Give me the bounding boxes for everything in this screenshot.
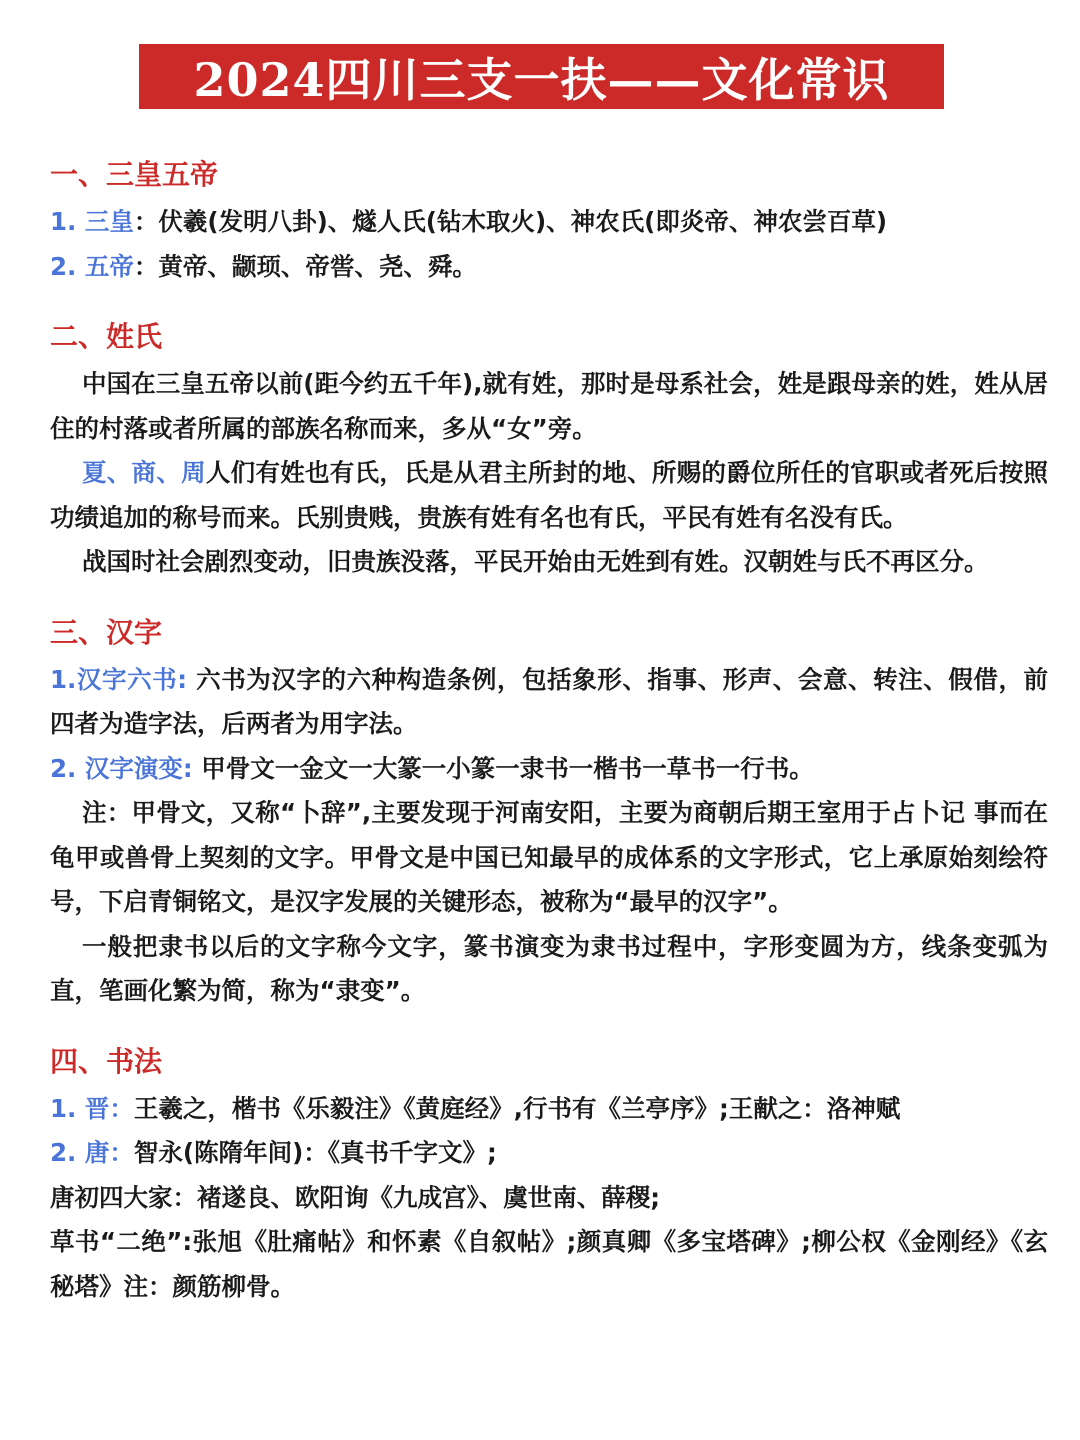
paragraph: 战国时社会剧烈变动，旧贵族没落，平民开始由无姓到有姓。汉朝姓与氏不再区分。 [82, 547, 989, 576]
list-item [50, 747, 1048, 792]
item-separator: ： [133, 207, 159, 236]
item-number: 1. [50, 1093, 85, 1123]
item-number: 2. [50, 251, 85, 281]
item-number: 1. [50, 664, 77, 694]
item-number: 1. [50, 207, 85, 236]
item-separator: ： [109, 1093, 134, 1123]
item-keyword: 晋 [84, 1093, 110, 1123]
section-heading: 一、三皇五帝 [50, 158, 219, 191]
item-separator: ： [109, 1138, 134, 1167]
section-xingshi [50, 312, 1048, 585]
list-item [50, 658, 1048, 747]
item-separator: : [177, 664, 197, 694]
item-text: 甲骨文一金文一大篆一小篆一隶书一楷书一草书一行书。 [201, 753, 814, 783]
paragraph-keyword: 夏、商、周 [82, 458, 206, 487]
section-sanhuang-wudi [50, 150, 1048, 289]
item-separator: : [182, 753, 202, 783]
item-keyword: 唐 [84, 1138, 110, 1167]
item-keyword: 五帝 [84, 251, 134, 281]
paragraph: 一般把隶书以后的文字称今文字，篆书演变为隶书过程中，字形变圆为方，线条变弧为直，笔画化繁为简，称为“隶变”。 [50, 931, 1048, 1005]
text-line: 唐初四大家：褚遂良、欧阳询《九成宫》、虞世南、薛稷; [50, 1182, 661, 1212]
item-keyword: 汉字演变 [84, 753, 183, 783]
paragraph [50, 451, 1048, 540]
section-heading: 三、汉字 [50, 615, 163, 649]
item-number: 2. [50, 753, 85, 783]
paragraph-text: 人们有姓也有氏，氏是从君主所封的地、所赐的爵位所任的官职或者死后按照功绩追加的称号而来。氏别贵贱，贵族有姓有名也有氏，平民有姓有名没有氏。 [50, 458, 1049, 532]
list-item [50, 245, 1048, 290]
section-heading: 二、姓氏 [50, 320, 163, 353]
item-text: 王羲之，楷书《乐毅注》《黄庭经》,行书有《兰亭序》;王献之：洛神赋 [133, 1093, 901, 1123]
item-keyword: 汉字六书 [76, 664, 178, 694]
item-text: 六书为汉字的六种构造条例，包括象形、指事、形声、会意、转注、假借，前四者为造字法，后两者为用字法。 [50, 664, 1049, 738]
item-text: 伏羲(发明八卦)、燧人氏(钻木取火)、神农氏(即炎帝、神农尝百草) [158, 207, 888, 236]
document-body [50, 150, 1048, 1309]
paragraph: 中国在三皇五帝以前(距今约五千年),就有姓，那时是母系社会，姓是跟母亲的姓，姓从居住的村落或者所属的部族名称而来，多从“女”旁。 [50, 369, 1048, 443]
item-text: 黄帝、颛顼、帝喾、尧、舜。 [158, 251, 477, 281]
note-paragraph: 注：甲骨文，又称“卜辞”,主要发现于河南安阳，主要为商朝后期王室用于占卜记 事而在龟甲或兽骨上契刻的文字。甲骨文是中国已知最早的成体系的文字形式，它上承原始刻绘符号，下启青铜铭文，是汉字发展的关键形态，被称为“最早的汉字”。 [50, 798, 1048, 916]
section-hanzi [50, 608, 1048, 1014]
list-item [50, 200, 1048, 245]
section-heading: 四、书法 [50, 1044, 163, 1078]
list-item [50, 1131, 1048, 1176]
section-shufa [50, 1037, 1048, 1310]
text-line: 草书“二绝”:张旭《肚痛帖》和怀素《自叙帖》;颜真卿《多宝塔碑》;柳公权《金刚经》《玄秘塔》注：颜筋柳骨。 [50, 1227, 1048, 1301]
item-keyword: 三皇 [84, 207, 134, 236]
item-separator: ： [133, 251, 159, 281]
page-title: 2024四川三支一扶——文化常识 [139, 44, 944, 109]
item-number: 2. [50, 1138, 85, 1167]
item-text: 智永(陈隋年间)：《真书千字文》; [133, 1138, 497, 1167]
list-item [50, 1087, 1048, 1132]
